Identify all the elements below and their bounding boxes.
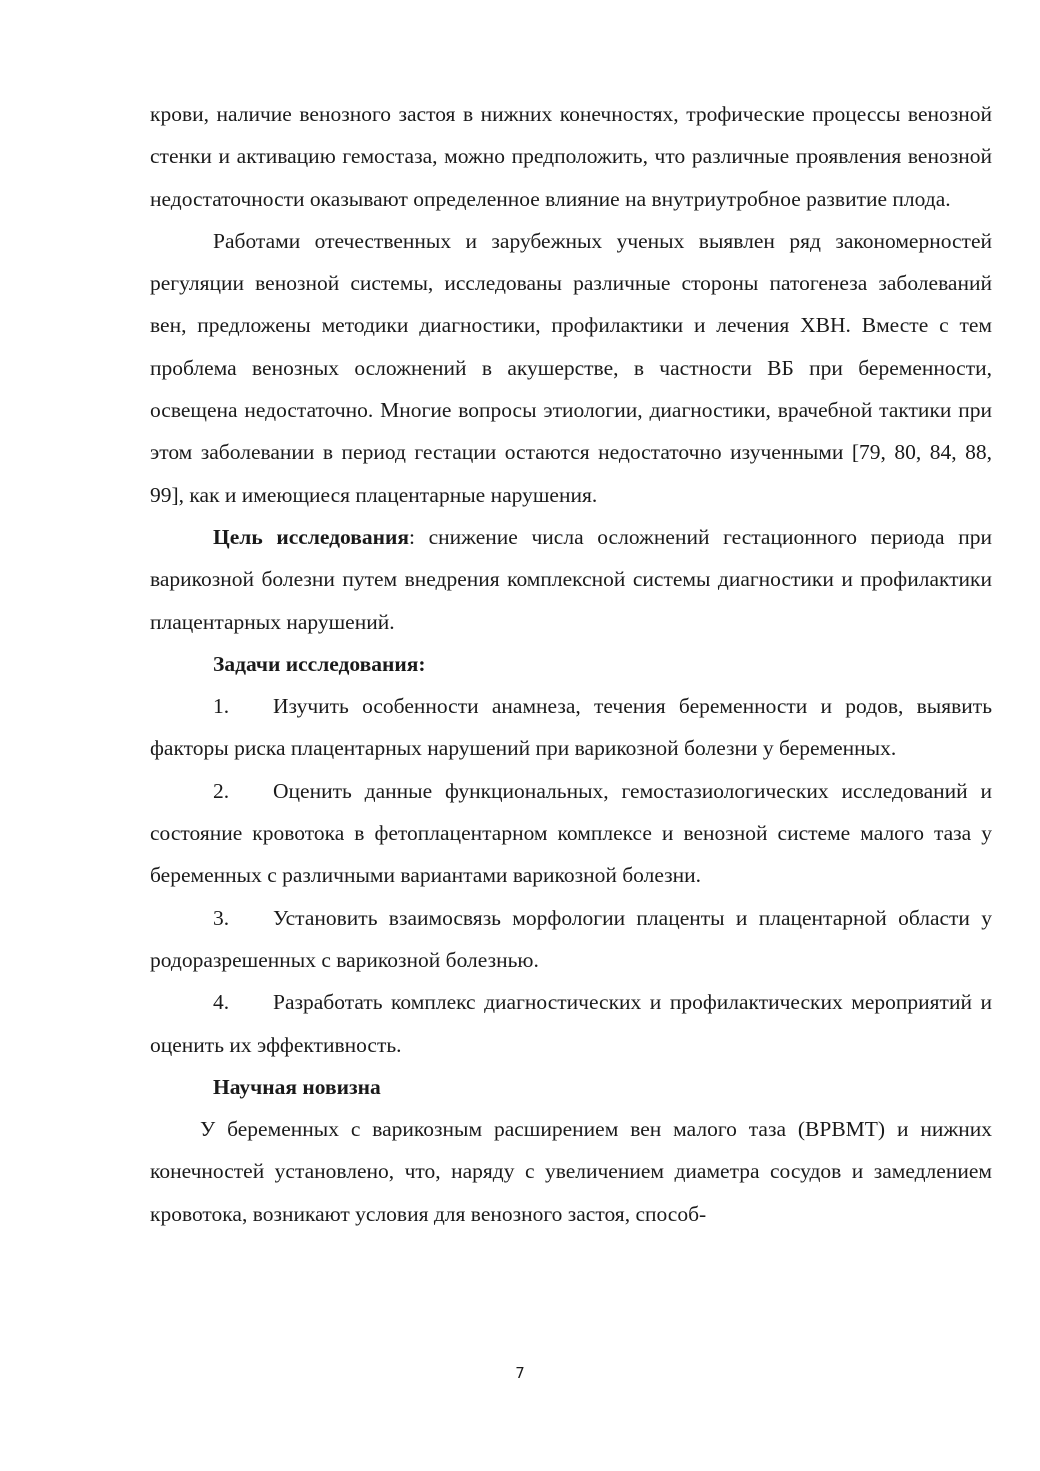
goal-text: : снижение числа осложнений гестационного периода при варикозной болезни путем внедрения комплексной системы диагностики и профилактики плацентарных нарушений. [150, 524, 992, 634]
page-number: 7 [515, 1364, 525, 1382]
document-page [150, 93, 992, 1235]
novelty-heading: Научная новизна [213, 1074, 381, 1099]
paragraph-research-review: Работами отечественных и зарубежных ученых выявлен ряд закономерностей регуляции венозной системы, исследованы различные стороны патогенеза заболеваний вен, предложены методики диагностики, профилактики и лечения ХВН. Вместе с тем проблема венозных осложнений в акушерстве, в частности ВБ при беременности, освещена недостаточно. Многие вопросы этиологии, диагностики, врачебной тактики при этом заболевании в период гестации остаются недостаточно изученными [79, 80, 84, 88, 99], как и имеющиеся плацентарные нарушения. [150, 228, 992, 507]
task-item-2 [150, 770, 992, 897]
paragraph-novelty: У беременных с варикозным расширением вен малого таза (ВРВМТ) и нижних конечностей установлено, что, наряду с увеличением диаметра сосудов и замедлением кровотока, возникают условия для венозного застоя, способ- [150, 1117, 992, 1226]
task-number: 1. [213, 694, 230, 719]
tasks-heading: Задачи исследования: [213, 651, 426, 676]
task-item-1 [150, 685, 992, 770]
task-text: Установить взаимосвязь морфологии плаценты и плацентарной области у родоразрешенных с варикозной болезнью. [150, 905, 992, 972]
goal-label: Цель исследования [213, 524, 409, 549]
task-text: Изучить особенности анамнеза, течения беременности и родов, выявить факторы риска плацентарных нарушений при варикозной болезни у беременных. [150, 694, 992, 761]
task-number: 3. [213, 905, 230, 930]
paragraph-intro-end: крови, наличие венозного застоя в нижних конечностях, трофические процессы венозной стенки и активацию гемостаза, можно предположить, что различные проявления венозной недостаточности оказывают определенное влияние на внутриутробное развитие плода. [150, 102, 992, 211]
task-text: Разработать комплекс диагностических и профилактических мероприятий и оценить их эффективность. [150, 990, 992, 1057]
task-number: 4. [213, 990, 230, 1015]
task-item-4 [150, 981, 992, 1066]
task-item-3 [150, 897, 992, 982]
task-number: 2. [213, 778, 230, 803]
paragraph-goal [150, 516, 992, 643]
task-text: Оценить данные функциональных, гемостазиологических исследований и состояние кровотока в фетоплацентарном комплексе и венозной системе малого таза у беременных с различными вариантами варикозной болезни. [150, 778, 992, 888]
